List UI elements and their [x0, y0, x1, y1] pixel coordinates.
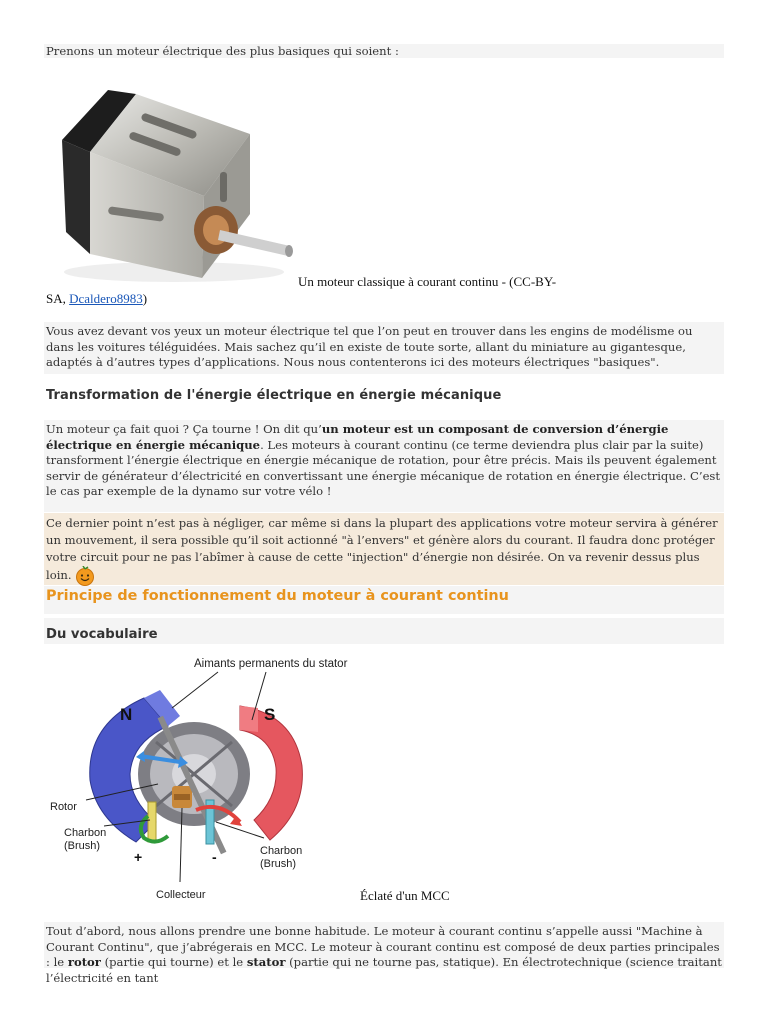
rotor-text-3: (partie qui ne tourne pas, statique). En électrotechnique (science traitant l’électricité en tant: [46, 955, 722, 985]
label-north: N: [120, 705, 133, 724]
section-heading-vocabulaire: Du vocabulaire: [46, 627, 158, 642]
note-box: [44, 513, 724, 585]
note-content: Ce dernier point n’est pas à négliger, car même si dans la plupart des applications votre moteur servira à générer un mouvement, il sera possible qu’il soit actionné "à l’envers" et génère alors du courant. Il faudra donc protéger votre circuit pour ne pas l’abîmer à cause de cette "injection" d’énergie non désirée. On va revenir dessus plus loin.: [46, 516, 718, 582]
smiley-icon: [75, 566, 95, 586]
label-plus: +: [134, 849, 143, 865]
motor-caption-continued: [46, 291, 147, 307]
diagram-caption: Éclaté d'un MCC: [360, 888, 450, 903]
paragraph-intro-motor: Vous avez devant vos yeux un moteur électrique tel que l’on peut en trouver dans les engins de modélisme ou dans les voitures téléguidées. Mais sachez qu’il en existe de toute sorte, allant du miniature au gigantesque, adaptés à d’autres types d’applications. Nous nous contenterons ici des moteurs électriques "basiques".: [46, 324, 693, 370]
label-charbon-right: Charbon: [260, 845, 303, 857]
label-aimants: Aimants permanents du stator: [194, 658, 348, 670]
motor-caption: Un moteur classique à courant continu - (CC-BY-: [298, 274, 557, 289]
section-heading-principe: Principe de fonctionnement du moteur à courant continu: [46, 588, 509, 604]
paragraph-rotor-stator: [46, 924, 722, 986]
motor-caption-prefix: SA,: [46, 291, 70, 306]
conversion-text-bold: un moteur est un composant de conversion d’énergie électrique en énergie mécanique: [46, 422, 669, 452]
section-heading-transformation: Transformation de l'énergie électrique en énergie mécanique: [46, 388, 502, 403]
rotor-text-2: (partie qui tourne) et le: [100, 955, 247, 970]
label-rotor: Rotor: [50, 801, 77, 813]
rotor-term: rotor: [67, 955, 101, 970]
paragraph-band-1: [44, 322, 724, 374]
rotor-text-1: Tout d’abord, nous allons prendre une bonne habitude. Le moteur à courant continu s’appelle aussi "Machine à Courant Continu", que j’abrégerais en MCC. Le moteur à courant continu est composé de deux parties principales : le: [46, 924, 720, 970]
motor-caption-suffix: ): [142, 291, 148, 306]
conversion-text-before: Un moteur ça fait quoi ? Ça tourne ! On dit qu’: [46, 422, 322, 436]
dc-motor-photo: [44, 82, 300, 288]
label-brush-right: (Brush): [260, 858, 297, 870]
intro-band: [44, 44, 724, 58]
paragraph-band-3: [44, 922, 724, 985]
label-brush-left: (Brush): [64, 840, 101, 852]
intro-text: Prenons un moteur électrique des plus basiques qui soient :: [46, 44, 399, 58]
paragraph-conversion: [46, 422, 722, 500]
mcc-exploded-diagram: [44, 650, 362, 906]
note-text: [46, 515, 722, 586]
label-charbon-left: Charbon: [64, 827, 107, 839]
conversion-text-after: . Les moteurs à courant continu (ce terme deviendra plus clair par la suite) transforment l’énergie électrique en énergie mécanique de rotation, pour être précis. Mais ils peuvent également servir de générateur d’électricité en convertissant une énergie mécanique de rotation en énergie électrique. C’est le cas par exemple de la dynamo sur votre vélo !: [46, 437, 721, 499]
paragraph-band-2: [44, 420, 724, 512]
label-collecteur: Collecteur: [156, 889, 206, 901]
stator-term: stator: [246, 955, 286, 970]
label-south: S: [264, 705, 276, 724]
author-link[interactable]: Dcaldero8983: [69, 291, 143, 306]
label-minus: -: [212, 849, 217, 865]
